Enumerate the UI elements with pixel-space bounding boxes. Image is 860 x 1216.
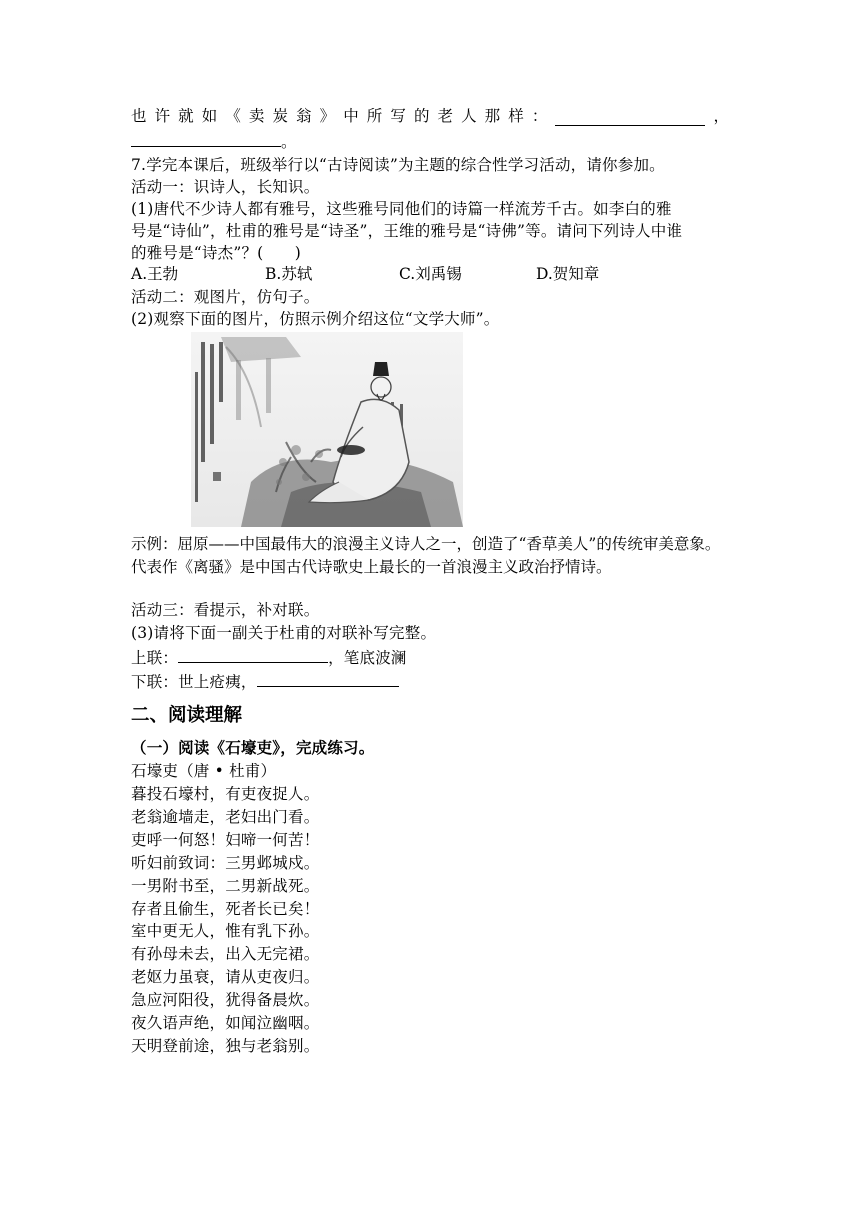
char: 《 xyxy=(225,107,241,125)
poem-line: 急应河阳役，犹得备晨炊。 xyxy=(131,991,320,1010)
couplet-lower-line xyxy=(131,670,399,693)
option-a[interactable]: A.王勃 xyxy=(131,265,179,283)
char: 所 xyxy=(366,107,383,125)
char: 的 xyxy=(413,107,430,125)
section-heading: 二、阅读理解 xyxy=(131,705,243,726)
char: 》 xyxy=(319,107,336,125)
poem-line: 老妪力虽衰，请从吏夜归。 xyxy=(131,968,320,987)
char: 就 xyxy=(178,107,194,125)
answer-blank[interactable] xyxy=(555,109,705,126)
ink-painting-of-du-fu xyxy=(191,332,463,527)
question-1-line-1: (1)唐代不少诗人都有雅号，这些雅号同他们的诗篇一样流芳千古。如李白的雅 xyxy=(131,200,672,218)
question-7-intro: 7.学完本课后，班级举行以“古诗阅读”为主题的综合性学习活动，请你参加。 xyxy=(131,156,665,174)
upper-prefix: 上联： xyxy=(131,649,179,667)
char: 人 xyxy=(461,107,477,125)
answer-blank[interactable] xyxy=(131,130,281,147)
question-3: (3)请将下面一副关于杜甫的对联补写完整。 xyxy=(131,624,437,642)
lower-answer-blank[interactable] xyxy=(257,670,399,687)
char: 炭 xyxy=(272,107,288,125)
question-1-line-2: 号是“诗仙”，杜甫的雅号是“诗圣”，王维的雅号是“诗佛”等。请问下列诗人中谁 xyxy=(131,222,683,240)
poem-line: 老翁逾墙走，老妇出门看。 xyxy=(131,807,320,826)
char: 那 xyxy=(484,107,501,125)
poem-line: 存者且偷生，死者长已矣！ xyxy=(131,899,320,918)
poem-line: 室中更无人，惟有乳下孙。 xyxy=(131,922,320,941)
poem-line: 吏呼一何怒！妇啼一何苦！ xyxy=(131,830,320,849)
char: 写 xyxy=(390,107,406,125)
char: 如 xyxy=(201,107,218,125)
fill-in-line-continued xyxy=(131,130,297,153)
poem-line: 有孙母未去，出入无完裙。 xyxy=(131,945,320,964)
char: 老 xyxy=(437,107,454,125)
question-1-line-3: 的雅号是“诗杰”？( ) xyxy=(131,244,302,262)
char: 也 xyxy=(131,107,147,125)
activity-3-title: 活动三：看提示，补对联。 xyxy=(131,601,320,619)
poem-line: 夜久语声绝，如闻泣幽咽。 xyxy=(131,1014,320,1032)
char: 卖 xyxy=(248,107,265,125)
poem-title: 石壕吏（唐 • 杜甫） xyxy=(131,762,277,780)
poem-line: 暮投石壕村，有吏夜捉人。 xyxy=(131,785,320,803)
char: 样 xyxy=(508,107,524,125)
upper-answer-blank[interactable] xyxy=(178,646,328,663)
option-b[interactable]: B.苏轼 xyxy=(265,265,313,283)
period: 。 xyxy=(281,133,297,151)
activity-1-title: 活动一：识诗人，长知识。 xyxy=(131,178,320,196)
poem-line: 一男附书至，二男新战死。 xyxy=(131,876,320,895)
poem-line: 天明登前途，独与老翁别。 xyxy=(131,1036,320,1055)
char: 许 xyxy=(154,107,171,125)
question-2: (2)观察下面的图片，仿照示例介绍这位“文学大师”。 xyxy=(131,310,500,328)
option-d[interactable]: D.贺知章 xyxy=(536,265,600,283)
option-c[interactable]: C.刘禹锡 xyxy=(399,265,462,283)
char: 中 xyxy=(343,107,359,125)
upper-suffix: ，笔底波澜 xyxy=(328,649,407,667)
sub-section-heading: （一）阅读《石壕吏》，完成练习。 xyxy=(131,739,375,757)
char: 翁 xyxy=(296,107,312,125)
example-text: 示例：屈原——中国最伟大的浪漫主义诗人之一，创造了“香草美人”的传统审美意象。代表作《离骚》是中国古代诗歌史上最长的一首浪漫主义政治抒情诗。 xyxy=(131,535,721,576)
char: ： xyxy=(531,107,548,125)
couplet-upper-line xyxy=(131,646,407,669)
poem-line: 听妇前致词：三男邺城戍。 xyxy=(131,853,320,872)
fill-in-line-maitanweng xyxy=(131,105,729,127)
lower-prefix: 下联：世上疮痍， xyxy=(131,673,257,691)
comma: ， xyxy=(713,107,729,125)
activity-2-title: 活动二：观图片，仿句子。 xyxy=(131,288,320,306)
